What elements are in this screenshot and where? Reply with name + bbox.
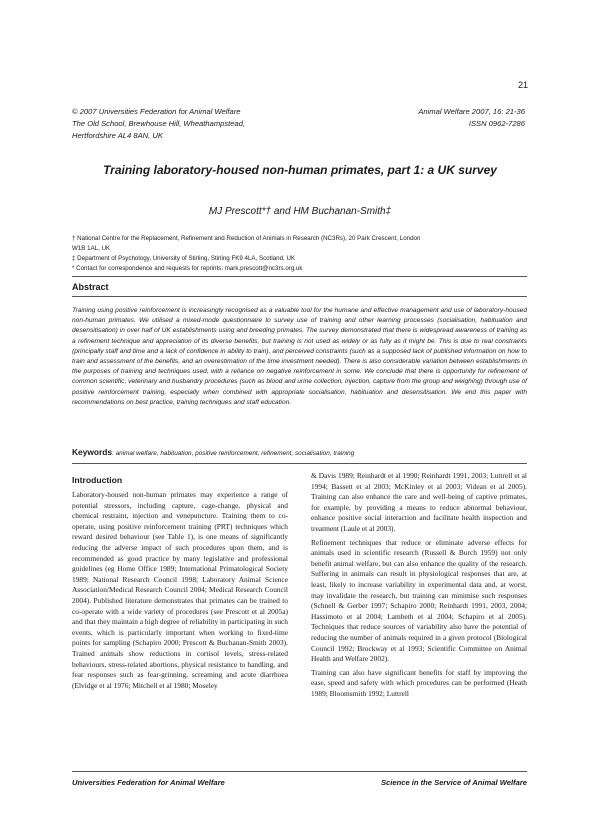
footer-rule <box>72 771 527 772</box>
keywords-list: : animal welfare, habituation, positive reinforcement, refinement, socialisation, training <box>112 450 355 457</box>
body-paragraph: Training can also have significant benefits for staff by improving the ease, speed and safety with which procedures can be performed (Heath 1989; Bloomsmith 1992; Luttrell <box>311 667 527 698</box>
affiliation-line: † National Centre for the Replacement, Refinement and Reduction of Animals in Research (NC3Rs), 20 Park Crescent, London <box>72 235 421 242</box>
copyright-line: The Old School, Brewhouse Hill, Wheathampstead, <box>72 119 246 128</box>
keywords-label: Keywords <box>72 447 113 457</box>
journal-citation: Animal Welfare 2007, 16: 21-36 <box>418 107 525 116</box>
copyright-line: © 2007 Universities Federation for Animal Welfare <box>72 107 241 116</box>
introduction-heading: Introduction <box>72 475 123 485</box>
paper-title: Training laboratory-housed non-human primates, part 1: a UK survey <box>103 163 497 177</box>
right-column <box>311 471 527 702</box>
page-number: 21 <box>517 80 528 90</box>
body-paragraph: Refinement techniques that reduce or eliminate adverse effects for animals used in scientific research (Russell & Burch 1959) not only benefit animal welfare, but can also enhance the quality of the research. Suffering in animals can result in physiological responses that are, at least, likely to increase variability in experimental data and, at worst, may invalidate the research, but training can minimise such responses (Schnell & Gerber 1997; Schapiro 2000; Reinhardt 1991, 2003, 2004; Hassimoto et al 2004; Lambeth et al 2004; Schapiro et al 2005). Techniques that reduce sources of variability also have the potential of reducing the number of animals required in a given protocol (Biological Council 1992; Brockway et al 1993; Scientific Committee on Animal Health and Welfare 2002). <box>311 537 527 664</box>
author-list: MJ Prescott*† and HM Buchanan-Smith‡ <box>208 206 392 217</box>
affiliations <box>72 234 527 274</box>
body-paragraph: & Davis 1989; Reinhardt et al 1990; Reinhardt 1991, 2003; Luttrell et al 1994; Bassett et al 2003; McKinley et al 2003; Videan et al 2005). Training can also enhance the care and well-being of captive primates, for example, by providing a means to reduce abnormal behaviour, enhance positive social interaction and facilitate health inspection and treatment (Laule et al 2003). <box>311 471 527 533</box>
copyright-notice <box>72 106 342 142</box>
keywords <box>72 447 527 457</box>
journal-info <box>330 106 525 130</box>
keywords-bottom-rule <box>72 463 527 464</box>
left-column <box>72 490 288 694</box>
affiliation-line: W1B 1AL, UK <box>72 245 111 252</box>
journal-issn: ISSN 0962-7286 <box>468 119 525 128</box>
footer-tagline: Science in the Service of Animal Welfare <box>380 778 527 787</box>
body-paragraph: Laboratory-housed non-human primates may experience a range of potential stressors, including capture, cage-change, physical and chemical restraint, injection and venepuncture. Training them to co-operate, using positive reinforcement training (PRT) techniques which reward desired behaviour (see Table 1), is one means of significantly reducing the adverse impact of such procedures upon them, and is recommended as good practice by many legislative and professional guidelines (eg Home Office 1989; International Primatological Society 1989; National Research Council 1998; Laboratory Animal Science Association/Medical Research Council 2004; Medical Research Council 2004). Published literature demonstrates that primates can be trained to co-operate with a wide variety of procedures (see Prescott et al 2005a) and that they maintain a high degree of reliability in participating in such events, which is particularly important when working to fixed-time points for sampling (Schapiro 2000; Prescott & Buchanan-Smith 2003). Trained animals show reductions in cortisol levels, stress-related behaviours, stress-related abortions, physical resistance to handling, and fear responses such as fear-grinning, screaming and acute diarrhoea (Elvidge et al 1976; Mitchell et al 1980; Moseley <box>72 490 288 690</box>
affiliation-line: * Contact for correspondence and requests for reprints: mark.prescott@nc3rs.org.uk <box>72 265 303 272</box>
abstract-heading: Abstract <box>72 282 109 292</box>
abstract-top-rule <box>72 276 527 277</box>
footer-publisher: Universities Federation for Animal Welfare <box>72 778 225 787</box>
abstract-heading-rule <box>72 296 527 297</box>
affiliation-line: ‡ Department of Psychology, University of Stirling, Stirling FK9 4LA, Scotland, UK <box>72 255 296 262</box>
abstract-body: Training using positive reinforcement is increasingly recognised as a valuable tool for the humane and effective management and use of laboratory-housed non-human primates. We utilised a mixed-mode questionnaire to survey use of training and other learning processes (socialisation, habituation and desensitisation) in over half of UK establishments using and breeding primates. The survey demonstrated that there is widespread awareness of training as a refinement technique and appreciation of its diverse benefits, but training is not used as widely or as fully as it might be. This is due to real constraints (principally staff and time and a lack of confidence in ability to train), and perceived constraints (such as a supposed lack of published information on how to train and assessment of the benefits, and an overestimation of the time investment needed). There is also considerable variation between establishments in the purposes of training and techniques used, with a reliance on negative reinforcement in some. We conclude that there is opportunity for refinement of common scientific, veterinary and husbandry procedures (such as blood and urine collection, injection, capture from the group and weighing) through use of positive reinforcement training, especially when combined with appropriate socialisation, habituation and desensitisation. We end this paper with recommendations on best practice, training techniques and staff education. <box>72 307 527 406</box>
copyright-line: Hertfordshire AL4 8AN, UK <box>72 131 163 140</box>
